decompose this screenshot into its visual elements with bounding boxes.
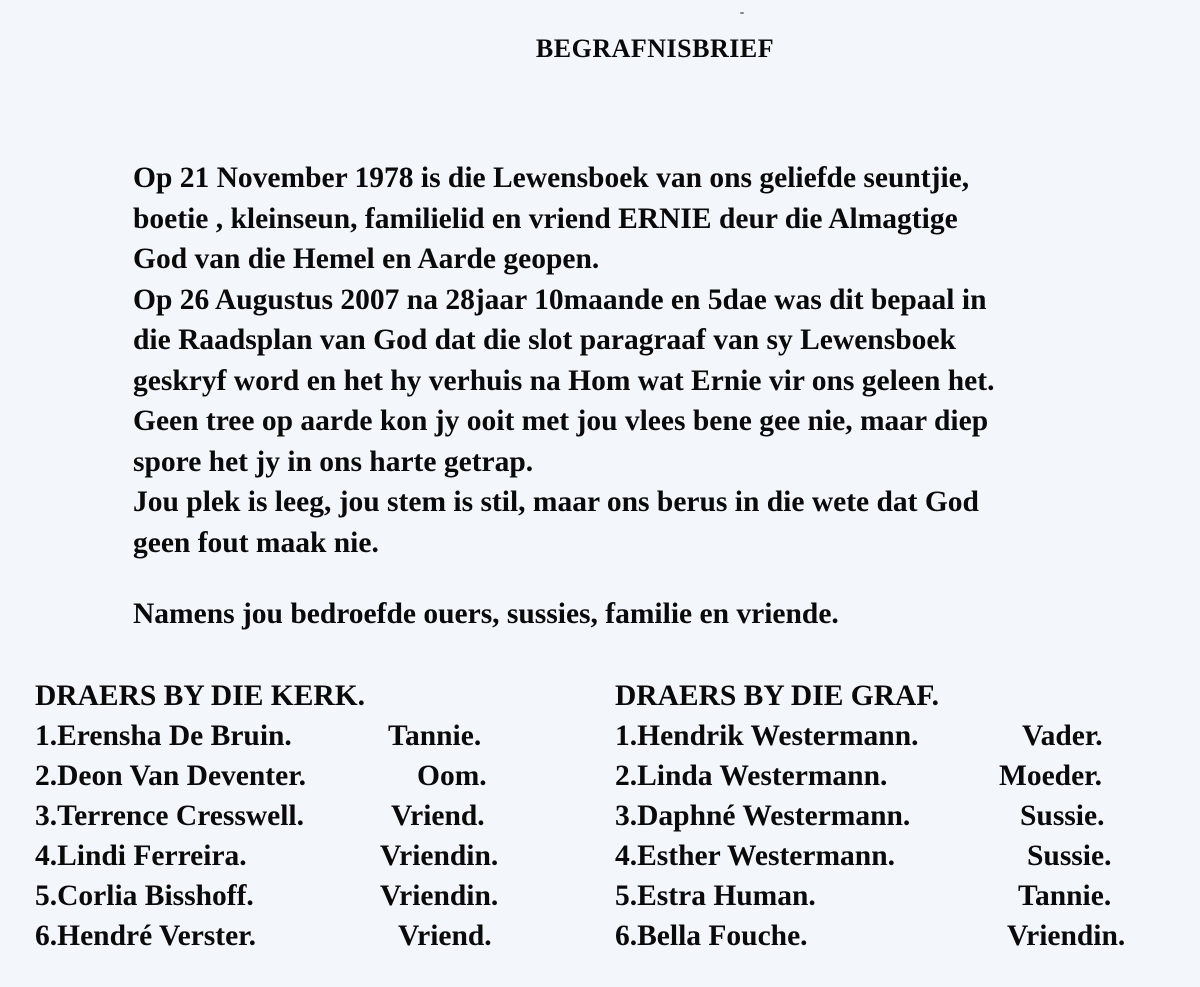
bearer-name: 3.Daphné Westermann. [615, 800, 911, 832]
bearer-relation: Vriendin. [380, 840, 499, 872]
bearer-name: 4.Esther Westermann. [615, 840, 895, 872]
bearer-name: 1.Erensha De Bruin. [35, 720, 292, 752]
body-line: God van die Hemel en Aarde geopen. [133, 243, 600, 275]
body-line: geen fout maak nie. [133, 526, 379, 559]
bearer-name: 6.Hendré Verster. [35, 920, 256, 952]
bearer-name: 4.Lindi Ferreira. [35, 840, 247, 872]
bearer-relation: Sussie. [1027, 840, 1112, 872]
bearer-name: 5.Estra Human. [615, 880, 816, 912]
closing-line: Namens jou bedroefde ouers, sussies, familie en vriende. [133, 598, 839, 630]
body-line: spore het jy in ons harte getrap. [133, 445, 534, 478]
grave-bearers-list [615, 676, 1175, 956]
bearer-relation: Tannie. [1018, 880, 1112, 912]
bearer-row [35, 716, 575, 756]
church-bearers-heading: DRAERS BY DIE KERK. [35, 680, 366, 712]
bearer-relation: Vader. [1022, 720, 1103, 752]
bearer-name: 2.Linda Westermann. [615, 760, 888, 792]
body-line: Jou plek is leeg, jou stem is stil, maar ons berus in die wete dat God [133, 486, 979, 518]
bearer-name: 5.Corlia Bisshoff. [35, 880, 254, 912]
bearer-row [615, 916, 1175, 956]
body-line: die Raadsplan van God dat die slot paragraaf van sy Lewensboek [133, 324, 956, 356]
bearer-row [615, 796, 1175, 836]
scan-speck [740, 12, 744, 14]
bearer-row [615, 876, 1175, 916]
body-line: boetie , kleinseun, familielid en vriend ERNIE deur die Almagtige [133, 202, 958, 235]
bearer-name: 2.Deon Van Deventer. [35, 760, 306, 792]
body-line: Op 21 November 1978 is die Lewensboek van ons geliefde seuntjie, [133, 162, 970, 194]
church-bearers-list [35, 676, 575, 956]
bearer-row [615, 716, 1175, 756]
bearer-relation: Vriendin. [380, 880, 499, 912]
bearer-row [35, 916, 575, 956]
body-line: Op 26 Augustus 2007 na 28jaar 10maande en 5dae was dit bepaal in [133, 283, 987, 316]
bearer-relation: Sussie. [1020, 800, 1105, 832]
bearer-row [35, 796, 575, 836]
bearer-relation: Moeder. [999, 760, 1102, 792]
body-line: Geen tree op aarde kon jy ooit met jou vlees bene gee nie, maar diep [133, 405, 989, 437]
bearer-relation: Vriend. [398, 920, 492, 952]
bearer-row [615, 756, 1175, 796]
grave-bearers-heading: DRAERS BY DIE GRAF. [615, 680, 940, 712]
bearer-relation: Vriend. [391, 800, 485, 832]
bearer-name: 6.Bella Fouche. [615, 920, 808, 952]
bearer-relation: Vriendin. [1007, 920, 1126, 952]
bearer-row [615, 836, 1175, 876]
bearer-name: 3.Terrence Cresswell. [35, 800, 304, 832]
document-title: BEGRAFNISBRIEF [535, 34, 775, 63]
body-line: geskryf word en het hy verhuis na Hom wat Ernie vir ons geleen het. [133, 364, 995, 397]
bearer-row [35, 876, 575, 916]
bearer-row [35, 756, 575, 796]
bearer-row [35, 836, 575, 876]
bearer-name: 1.Hendrik Westermann. [615, 720, 919, 752]
bearer-relation: Oom. [417, 760, 487, 792]
bearer-relation: Tannie. [388, 720, 482, 752]
letter-body [133, 158, 1183, 563]
